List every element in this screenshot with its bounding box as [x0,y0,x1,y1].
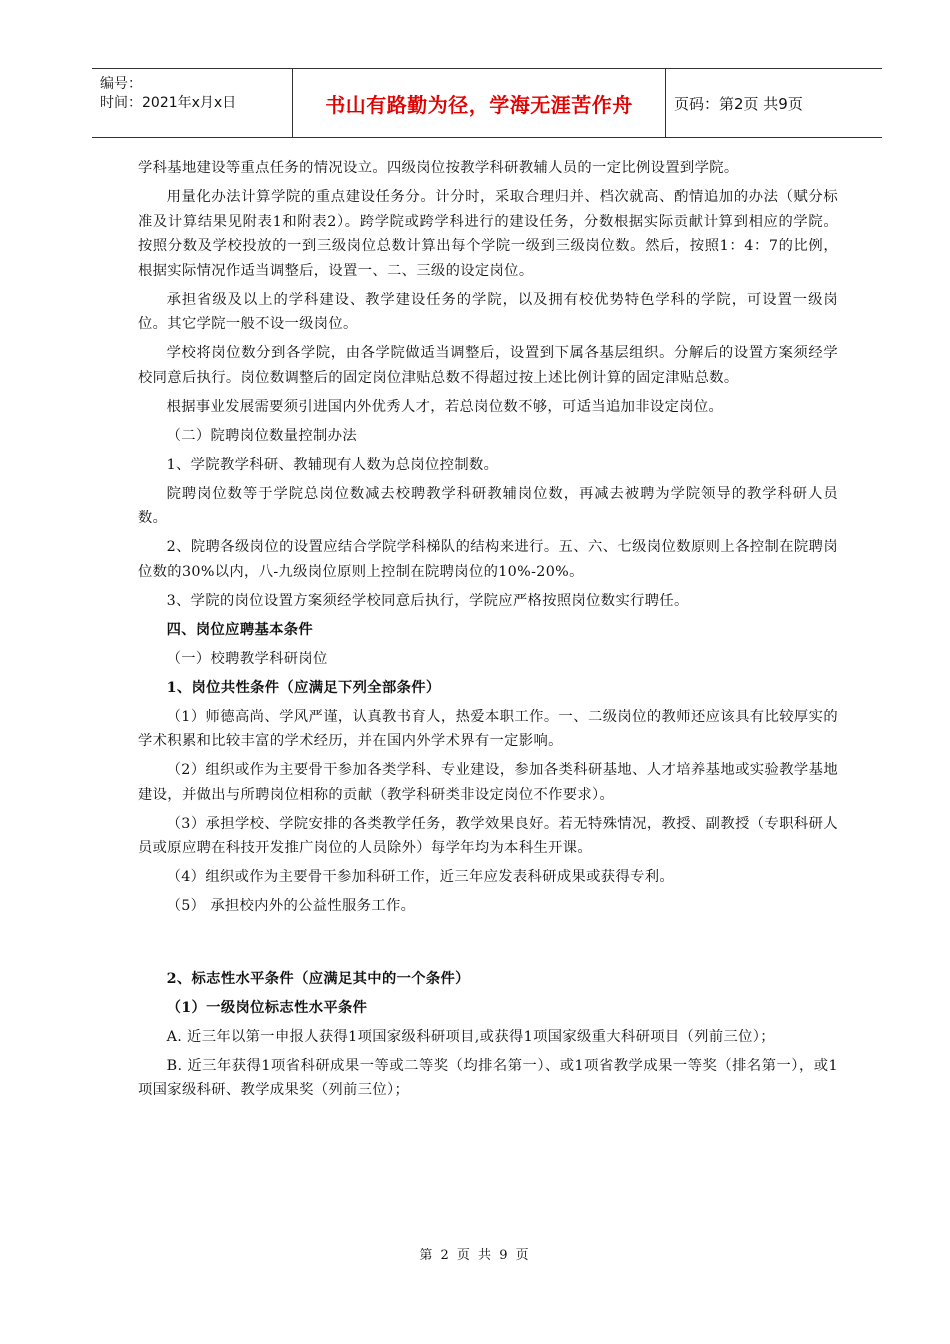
page-footer: 第 2 页 共 9 页 [419,1248,531,1263]
document-time-label: 时间：2021年x月x日 [100,95,237,111]
body-paragraph: （一）校聘教学科研岗位 [166,650,328,667]
body-paragraph: 1、学院教学科研、教辅现有人数为总岗位控制数。 [166,456,499,473]
body-paragraph: A. 近三年以第一申报人获得1项国家级科研项目,或获得1项国家级重大科研项目（列前三位）； [166,1028,775,1045]
body-paragraph: （2）组织或作为主要骨干参加各类学科、专业建设，参加各类科研基地、人才培养基地或实验教学基地建设，并做出与所聘岗位相称的贡献（教学科研类非设定岗位不作要求）。 [138,762,838,803]
body-paragraph: 根据事业发展需要须引进国内外优秀人才，若总岗位数不够，可适当追加非设定岗位。 [166,398,724,415]
section-heading: 1、岗位共性条件（应满足下列全部条件） [166,679,441,696]
document-body [138,156,838,1107]
body-paragraph: （5） 承担校内外的公益性服务工作。 [166,898,416,914]
body-paragraph: B. 近三年获得1项省科研成果一等或二等奖（均排名第一）、或1项省教学成果一等奖（排名第一），或1项国家级科研、教学成果奖（列前三位）； [138,1057,838,1098]
header-motto-cell [293,69,666,137]
header-page-cell [666,69,890,137]
body-paragraph: （4）组织或作为主要骨干参加科研工作，近三年应发表科研成果或获得专利。 [166,869,675,885]
body-paragraph: 院聘岗位数等于学院总岗位数减去校聘教学科研教辅岗位数，再减去被聘为学院领导的教学科研人员数。 [138,485,838,526]
body-paragraph: 学校将岗位数分到各学院，由各学院做适当调整后，设置到下属各基层组织。分解后的设置方案须经学校同意后执行。岗位数调整后的固定岗位津贴总数不得超过按上述比例计算的固定津贴总数。 [138,345,838,386]
body-paragraph: 承担省级及以上的学科建设、教学建设任务的学院，以及拥有校优势特色学科的学院，可设置一级岗位。其它学院一般不设一级岗位。 [138,291,838,332]
body-paragraph: 2、院聘各级岗位的设置应结合学院学科梯队的结构来进行。五、六、七级岗位数原则上各控制在院聘岗位数的30%以内，八-九级岗位原则上控制在院聘岗位的10%-20%。 [138,539,838,580]
header-motto: 书山有路勤为径，学海无涯苦作舟 [325,92,633,117]
header-page-label: 页码：第2页 共9页 [674,94,803,113]
body-paragraph: （3）承担学校、学院安排的各类教学任务，教学效果良好。若无特殊情况，教授、副教授（专职科研人员或原应聘在科技开发推广岗位的人员除外）每学年均为本科生开课。 [138,815,838,856]
paragraph-spacer [138,935,838,951]
document-number-label: 编号： [100,76,142,92]
body-paragraph: 3、学院的岗位设置方案须经学校同意后执行，学院应严格按照岗位数实行聘任。 [166,592,689,609]
section-heading: （1）一级岗位标志性水平条件 [166,999,368,1016]
body-paragraph: （二）院聘岗位数量控制办法 [166,427,358,444]
body-paragraph: 学科基地建设等重点任务的情况设立。四级岗位按教学科研教辅人员的一定比例设置到学院。 [138,160,739,176]
header-meta-cell [92,69,293,137]
body-paragraph: （1）师德高尚、学风严谨，认真教书育人，热爱本职工作。一、二级岗位的教师还应该具有比较厚实的学术积累和比较丰富的学术经历，并在国内外学术界有一定影响。 [138,708,838,749]
section-heading: 2、标志性水平条件（应满足其中的一个条件） [166,970,470,987]
body-paragraph: 用量化办法计算学院的重点建设任务分。计分时，采取合理归并、档次就高、酌情追加的办法（赋分标准及计算结果见附表1和附表2）。跨学院或跨学科进行的建设任务，分数根据实际贡献计算到相应的学院。按照分数及学校投放的一到三级岗位总数计算出每个学院一级到三级岗位数。然后，按照1：4：7的比例，根据实际情况作适当调整后，设置一、二、三级的设定岗位。 [138,189,838,279]
page-header [92,68,882,138]
section-heading: 四、岗位应聘基本条件 [166,621,314,638]
